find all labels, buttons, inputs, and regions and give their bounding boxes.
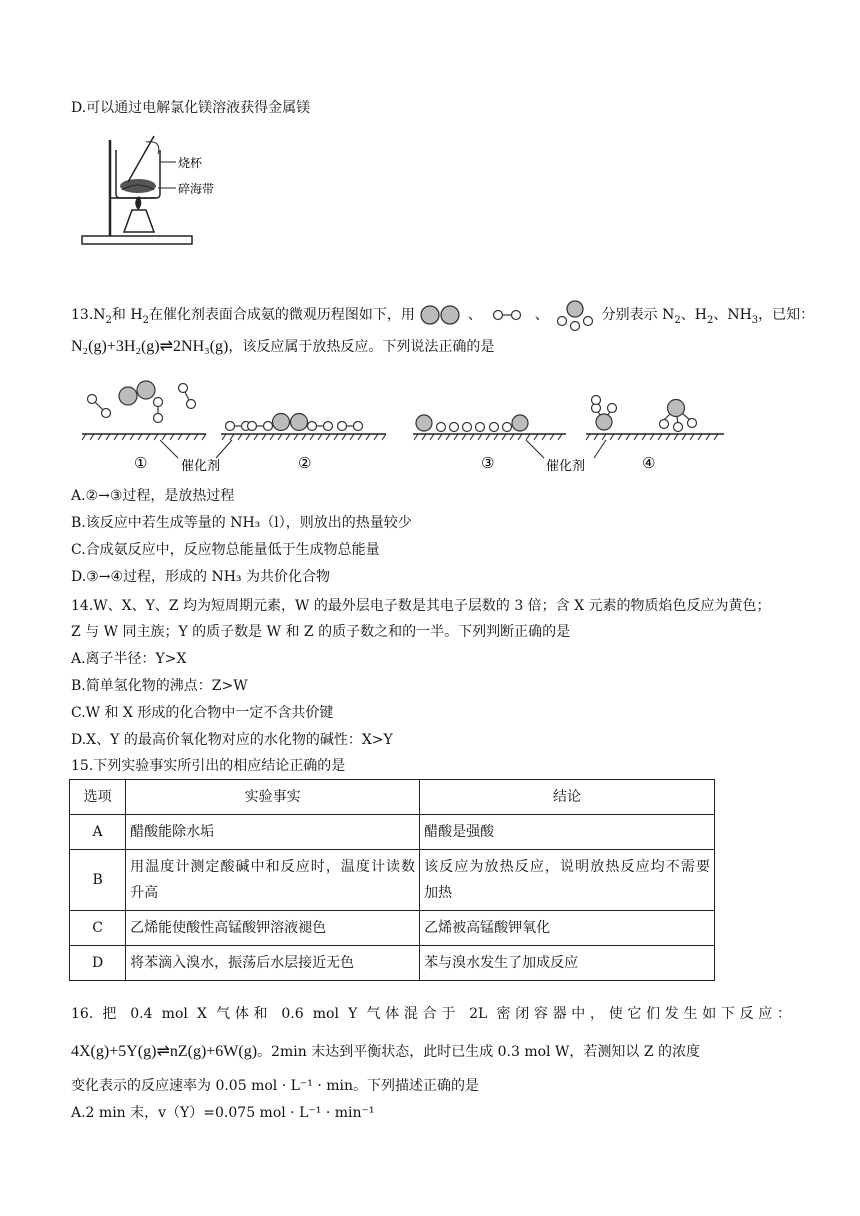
q13-option-b: B.该反应中若生成等量的 NH₃（l），则放出的热量较少 bbox=[71, 515, 412, 531]
table-row bbox=[70, 911, 715, 946]
row-option: B bbox=[70, 850, 126, 911]
table-row bbox=[70, 815, 715, 850]
stage-label-3: ③ bbox=[481, 454, 495, 472]
row-option: A bbox=[70, 815, 126, 850]
row-conclusion: 醋酸是强酸 bbox=[420, 815, 715, 850]
q13-stem-line1: $13.N_2$和 $H_2$在催化剂表面合成氨的微观历程图如下，用 、 、 分别表示 $N_2$、$H_2$、$NH_3$，已知： bbox=[71, 298, 814, 332]
row-conclusion: 该反应为放热反应，说明放热反应均不需要 加热 bbox=[420, 850, 715, 911]
row-fact: 乙烯能使酸性高锰酸钾溶液褪色 bbox=[126, 911, 420, 946]
experiment-table bbox=[69, 779, 715, 981]
row-option: C bbox=[70, 911, 126, 946]
row-conclusion: 乙烯被高锰酸钾氧化 bbox=[420, 911, 715, 946]
row-fact: 将苯滴入溴水，振荡后水层接近无色 bbox=[126, 946, 420, 981]
nh3-molecule-icon bbox=[553, 298, 597, 332]
n2-molecule-icon bbox=[419, 304, 463, 326]
h2-molecule-icon bbox=[486, 304, 530, 326]
table-row bbox=[70, 850, 715, 911]
q14-option-a: A.离子半径：Y>X bbox=[71, 651, 187, 667]
q14-option-c: C.W 和 X 形成的化合物中一定不含共价键 bbox=[71, 705, 334, 721]
q12-option-d: D.可以通过电解氯化镁溶液获得金属镁 bbox=[71, 100, 311, 116]
header-fact: 实验事实 bbox=[126, 780, 420, 815]
catalyst-label-1: 催化剂 bbox=[181, 459, 221, 474]
stage-label-4: ④ bbox=[642, 454, 656, 472]
q13-option-a: A.②→③过程，是放热过程 bbox=[71, 488, 235, 504]
q14-option-d: D.X、Y 的最高价氧化物对应的水化物的碱性：X>Y bbox=[71, 732, 393, 748]
label-seaweed: 碎海带 bbox=[178, 182, 215, 196]
q13-equation: N₂(g)+3H₂(g)⇌2NH₃(g) bbox=[71, 338, 229, 355]
glass-rod bbox=[128, 136, 154, 182]
row-option: D bbox=[70, 946, 126, 981]
row-fact: 用温度计测定酸碱中和反应时，温度计读数 升高 bbox=[126, 850, 420, 911]
stand-base bbox=[82, 236, 192, 244]
catalyst-label-2: 催化剂 bbox=[546, 459, 586, 474]
q14-option-b: B.简单氢化物的沸点：Z>W bbox=[71, 678, 248, 694]
q15-stem: 15.下列实验事实所引出的相应结论正确的是 bbox=[71, 758, 346, 774]
alcohol-lamp bbox=[124, 210, 154, 232]
q16-stem-line1: 16. 把 0.4 mol X 气体和 0.6 mol Y 气体混合于 2L 密闭容器中，使它们发生如下反应： bbox=[71, 1006, 791, 1022]
stage-label-2: ② bbox=[298, 454, 312, 472]
table-header-row bbox=[70, 780, 715, 815]
seaweed bbox=[120, 179, 156, 193]
ammonia-mechanism-figure bbox=[76, 376, 726, 476]
q16-stem-line3: 变化表示的反应速率为 0.05 mol · L⁻¹ · min。下列描述正确的是 bbox=[71, 1078, 480, 1094]
q14-stem-line1: 14.W、X、Y、Z 均为短周期元素，W 的最外层电子数是其电子层数的 3 倍；含 X 元素的物质焰色反应为黄色； bbox=[71, 598, 771, 614]
q16-equation-line: 4X(g)+5Y(g)⇌nZ(g)+6W(g)。2min 末达到平衡状态，此时已生成 0.3 mol W，若测知以 Z 的浓度 bbox=[71, 1043, 701, 1060]
table-row bbox=[70, 946, 715, 981]
stage-label-1: ① bbox=[134, 454, 148, 472]
q13-option-d: D.③→④过程，形成的 NH₃ 为共价化合物 bbox=[71, 569, 330, 585]
header-conclusion: 结论 bbox=[420, 780, 715, 815]
q14-stem-line2: Z 与 W 同主族；Y 的质子数是 W 和 Z 的质子数之和的一半。下列判断正确的是 bbox=[71, 624, 571, 640]
q16-option-a: A.2 min 末，v（Y）=0.075 mol · L⁻¹ · min⁻¹ bbox=[71, 1105, 375, 1121]
q16-equation: 4X(g)+5Y(g)⇌nZ(g)+6W(g) bbox=[71, 1043, 258, 1060]
row-fact: 醋酸能除水垢 bbox=[126, 815, 420, 850]
header-option: 选项 bbox=[70, 780, 126, 815]
q13-option-c: C.合成氨反应中，反应物总能量低于生成物总能量 bbox=[71, 542, 380, 558]
q13-equation-line: N₂(g)+3H₂(g)⇌2NH₃(g)，该反应属于放热反应。下列说法正确的是 bbox=[71, 338, 495, 355]
beaker-apparatus-figure bbox=[76, 132, 236, 250]
label-beaker: 烧杯 bbox=[178, 156, 203, 170]
row-conclusion: 苯与溴水发生了加成反应 bbox=[420, 946, 715, 981]
